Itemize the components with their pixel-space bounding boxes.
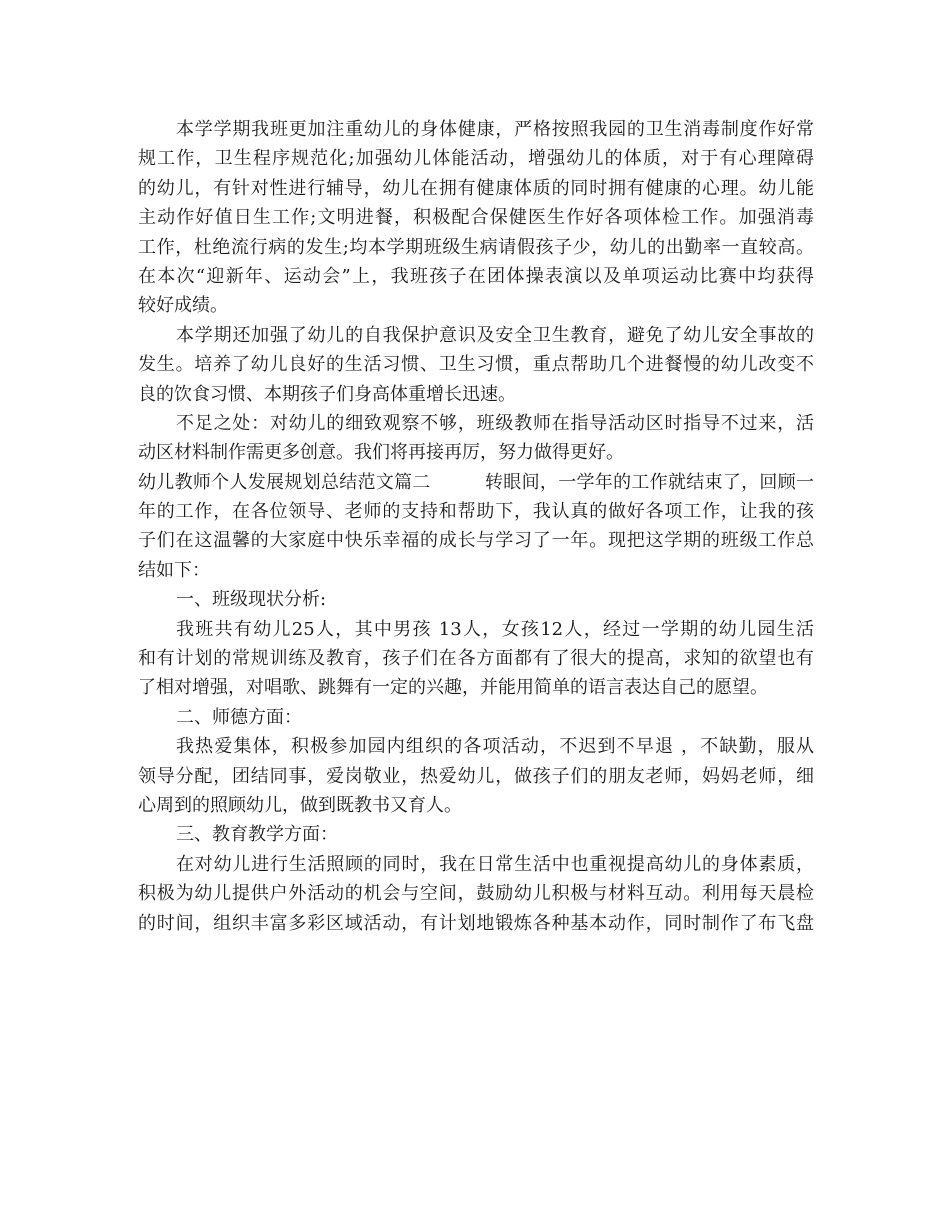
heading-teaching: 三、教育教学方面： (176, 824, 338, 846)
text-line: 在对幼儿进行生活照顾的同时，我在日常生活中也重视提高幼儿的身体素质， (176, 853, 814, 875)
paragraph-part-two-intro (138, 468, 814, 586)
paragraph-teaching (138, 850, 814, 938)
paragraph-safety (138, 321, 814, 409)
text-line: 积极为幼儿提供户外活动的机会与空间，鼓励幼儿积极与材料互动。利用每天晨检 (138, 883, 814, 905)
text-line: 和有计划的常规训练及教育，孩子们在各方面都有了很大的提高，求知的欲望也有 (138, 648, 814, 670)
text-line: 本学学期我班更加注重幼儿的身体健康，严格按照我园的卫生消毒制度作好常 (176, 119, 814, 140)
paragraph-shortcomings (138, 409, 814, 468)
section-title: 幼儿教师个人发展规划总结范文篇二 (138, 471, 431, 493)
text-line (138, 468, 814, 497)
text-line: 工作，杜绝流行病的发生;均本学期班级生病请假孩子少，幼儿的出勤率一直较高。 (138, 236, 814, 258)
text-line: 了相对增强，对唱歌、跳舞有一定的兴趣，并能用简单的语言表达自己的愿望。 (138, 677, 768, 699)
heading-teacher-ethics: 二、师德方面： (176, 706, 302, 728)
text-line: 较好成绩。 (138, 295, 228, 317)
text-line: 我班共有幼儿25人，其中男孩 13人，女孩12人，经过一学期的幼儿园生活 (176, 618, 814, 640)
text-line: 年的工作，在各位领导、老师的支持和帮助下，我认真的做好各项工作，让我的孩 (138, 501, 814, 523)
heading-class-status: 一、班级现状分析: (176, 589, 327, 611)
paragraph-health (138, 115, 814, 321)
document-body (138, 115, 814, 938)
text-line: 子们在这温馨的大家庭中快乐幸福的成长与学习了一年。现把这学期的班级工作总 (138, 530, 814, 552)
text-line: 良的饮食习惯、本期孩子们身高体重增长迅速。 (138, 383, 516, 405)
text-line: 领导分配，团结同事，爱岗敬业，热爱幼儿，做孩子们的朋友老师，妈妈老师，细 (138, 765, 814, 787)
text-line: 在本次“迎新年、运动会”上，我班孩子在团体操表演以及单项运动比赛中均获得 (138, 265, 814, 287)
paragraph-teacher-ethics (138, 732, 814, 820)
section-intro-text: 转眼间，一学年的工作就结束了，回顾一 (484, 471, 815, 493)
text-line: 本学期还加强了幼儿的自我保护意识及安全卫生教育，避免了幼儿安全事故的 (176, 324, 814, 346)
text-line: 不足之处：对幼儿的细致观察不够，班级教师在指导活动区时指导不过来，活 (176, 412, 814, 434)
text-line: 的幼儿，有针对性进行辅导，幼儿在拥有健康体质的同时拥有健康的心理。幼儿能 (138, 177, 814, 199)
text-line: 结如下： (138, 559, 210, 581)
text-line: 规工作，卫生程序规范化;加强幼儿体能活动，增强幼儿的体质，对于有心理障碍 (138, 148, 814, 170)
text-line: 心周到的照顾幼儿，做到既教书又育人。 (138, 794, 462, 816)
paragraph-class-status (138, 615, 814, 703)
text-line: 动区材料制作需更多创意。我们将再接再厉，努力做得更好。 (138, 442, 624, 464)
text-line: 发生。培养了幼儿良好的生活习惯、卫生习惯，重点帮助几个进餐慢的幼儿改变不 (138, 354, 814, 376)
text-line: 我热爱集体，积极参加园内组织的各项活动，不迟到不早退 ，不缺勤，服从 (176, 736, 814, 758)
text-line: 主动作好值日生工作;文明进餐，积极配合保健医生作好各项体检工作。加强消毒 (138, 207, 814, 229)
text-line: 的时间，组织丰富多彩区域活动，有计划地锻炼各种基本动作，同时制作了布飞盘 (138, 912, 814, 934)
